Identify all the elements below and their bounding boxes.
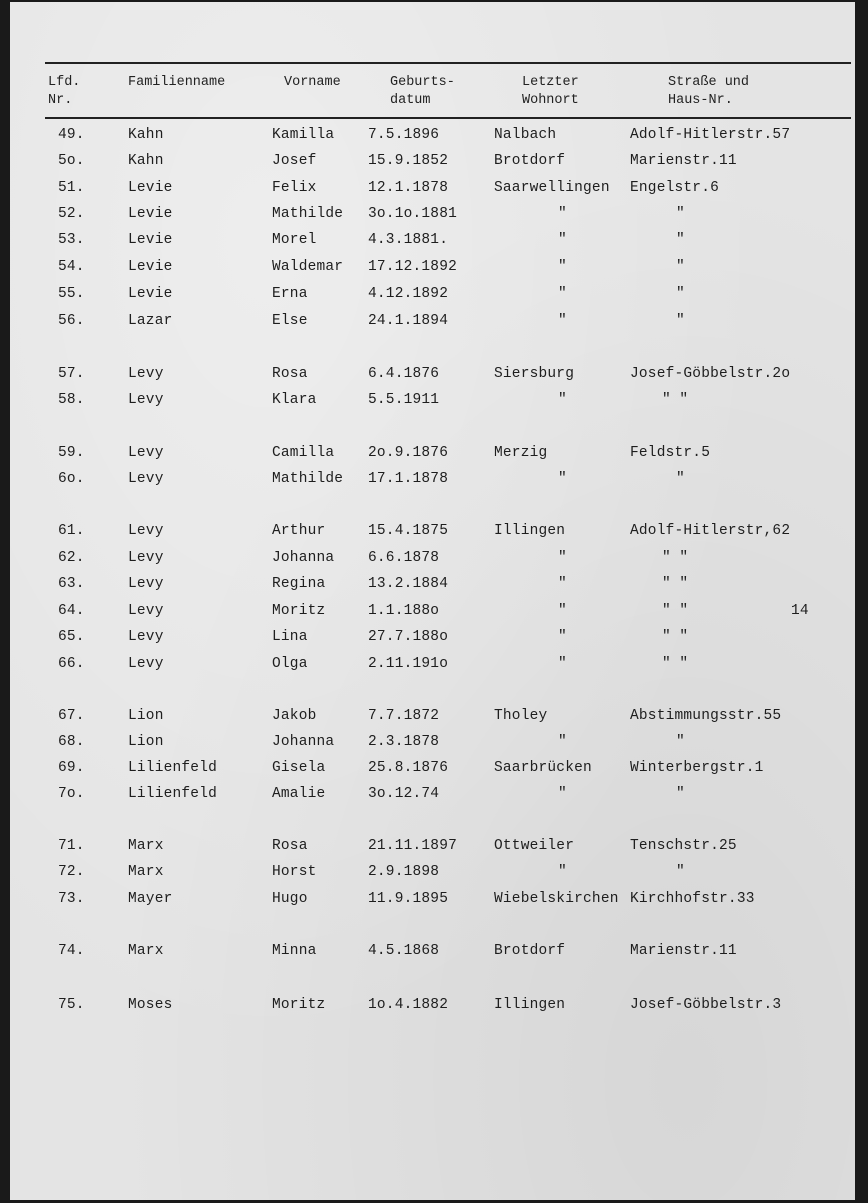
cell-vor: Moritz xyxy=(272,603,326,619)
cell-vor: Rosa xyxy=(272,838,308,854)
cell-geb: 7.7.1872 xyxy=(368,708,440,724)
cell-nr: 51. xyxy=(58,180,85,196)
cell-str: " xyxy=(676,864,685,880)
document-page xyxy=(10,2,855,1200)
cell-ort: " xyxy=(558,629,567,645)
cell-ort: " xyxy=(558,259,567,275)
header-nr: Lfd. Nr. xyxy=(48,75,81,108)
cell-str: Josef-Göbbelstr.3 xyxy=(630,997,782,1013)
cell-vor: Johanna xyxy=(272,550,335,566)
header-wohnort: Letzter Wohnort xyxy=(522,75,579,108)
cell-str: " " xyxy=(662,656,689,672)
cell-ort: " xyxy=(558,313,567,329)
cell-nr: 7o. xyxy=(58,786,85,802)
cell-geb: 25.8.1876 xyxy=(368,760,449,776)
cell-nr: 49. xyxy=(58,127,85,143)
cell-fam: Kahn xyxy=(128,153,164,169)
cell-geb: 27.7.188o xyxy=(368,629,449,645)
cell-ort: Saarbrücken xyxy=(494,760,592,776)
cell-fam: Levie xyxy=(128,180,173,196)
cell-fam: Levie xyxy=(128,259,173,275)
cell-extra: 14 xyxy=(791,603,809,619)
cell-str: " xyxy=(676,286,685,302)
cell-fam: Levy xyxy=(128,392,164,408)
cell-nr: 64. xyxy=(58,603,85,619)
cell-nr: 56. xyxy=(58,313,85,329)
cell-ort: " xyxy=(558,786,567,802)
cell-nr: 65. xyxy=(58,629,85,645)
cell-vor: Josef xyxy=(272,153,317,169)
cell-vor: Johanna xyxy=(272,734,335,750)
cell-ort: " xyxy=(558,656,567,672)
cell-fam: Levy xyxy=(128,445,164,461)
cell-nr: 57. xyxy=(58,366,85,382)
cell-fam: Levy xyxy=(128,603,164,619)
cell-geb: 15.9.1852 xyxy=(368,153,449,169)
cell-geb: 17.12.1892 xyxy=(368,259,458,275)
cell-ort: Illingen xyxy=(494,523,566,539)
cell-ort: " xyxy=(558,232,567,248)
cell-ort: " xyxy=(558,576,567,592)
cell-ort: " xyxy=(558,392,567,408)
header-geburtsdatum: Geburts- datum xyxy=(390,75,455,108)
cell-geb: 4.12.1892 xyxy=(368,286,449,302)
cell-geb: 2.9.1898 xyxy=(368,864,440,880)
cell-geb: 11.9.1895 xyxy=(368,891,449,907)
cell-nr: 68. xyxy=(58,734,85,750)
cell-vor: Waldemar xyxy=(272,259,344,275)
cell-nr: 72. xyxy=(58,864,85,880)
cell-vor: Horst xyxy=(272,864,317,880)
cell-str: " " xyxy=(662,576,689,592)
cell-ort: Saarwellingen xyxy=(494,180,610,196)
cell-fam: Kahn xyxy=(128,127,164,143)
cell-fam: Lilienfeld xyxy=(128,786,218,802)
cell-fam: Marx xyxy=(128,943,164,959)
cell-geb: 3o.1o.1881 xyxy=(368,206,458,222)
cell-nr: 55. xyxy=(58,286,85,302)
cell-geb: 12.1.1878 xyxy=(368,180,449,196)
cell-geb: 3o.12.74 xyxy=(368,786,440,802)
cell-vor: Klara xyxy=(272,392,317,408)
cell-fam: Levy xyxy=(128,629,164,645)
cell-str: " " xyxy=(662,392,689,408)
cell-ort: Ottweiler xyxy=(494,838,575,854)
cell-geb: 2o.9.1876 xyxy=(368,445,449,461)
cell-ort: Illingen xyxy=(494,997,566,1013)
cell-str: Adolf-Hitlerstr,62 xyxy=(630,523,791,539)
cell-geb: 4.5.1868 xyxy=(368,943,440,959)
cell-ort: " xyxy=(558,734,567,750)
cell-str: " " xyxy=(662,603,689,619)
cell-vor: Minna xyxy=(272,943,317,959)
cell-nr: 74. xyxy=(58,943,85,959)
cell-nr: 58. xyxy=(58,392,85,408)
cell-geb: 15.4.1875 xyxy=(368,523,449,539)
cell-ort: " xyxy=(558,864,567,880)
cell-geb: 17.1.1878 xyxy=(368,471,449,487)
cell-str: " xyxy=(676,313,685,329)
cell-vor: Else xyxy=(272,313,308,329)
cell-nr: 63. xyxy=(58,576,85,592)
cell-nr: 67. xyxy=(58,708,85,724)
cell-fam: Moses xyxy=(128,997,173,1013)
cell-fam: Marx xyxy=(128,864,164,880)
cell-geb: 24.1.1894 xyxy=(368,313,449,329)
cell-nr: 53. xyxy=(58,232,85,248)
cell-geb: 1.1.188o xyxy=(368,603,440,619)
cell-fam: Mayer xyxy=(128,891,173,907)
cell-nr: 62. xyxy=(58,550,85,566)
cell-str: " " xyxy=(662,550,689,566)
cell-vor: Morel xyxy=(272,232,317,248)
cell-nr: 66. xyxy=(58,656,85,672)
cell-ort: " xyxy=(558,603,567,619)
cell-vor: Arthur xyxy=(272,523,326,539)
cell-str: " xyxy=(676,206,685,222)
cell-fam: Levie xyxy=(128,232,173,248)
cell-str: " " xyxy=(662,629,689,645)
cell-str: Marienstr.11 xyxy=(630,153,737,169)
cell-ort: Tholey xyxy=(494,708,548,724)
cell-vor: Mathilde xyxy=(272,471,344,487)
cell-ort: Brotdorf xyxy=(494,153,566,169)
cell-vor: Mathilde xyxy=(272,206,344,222)
cell-str: " xyxy=(676,232,685,248)
cell-nr: 52. xyxy=(58,206,85,222)
cell-nr: 69. xyxy=(58,760,85,776)
cell-fam: Levy xyxy=(128,523,164,539)
cell-ort: " xyxy=(558,550,567,566)
cell-nr: 75. xyxy=(58,997,85,1013)
cell-nr: 61. xyxy=(58,523,85,539)
cell-geb: 7.5.1896 xyxy=(368,127,440,143)
cell-str: Abstimmungsstr.55 xyxy=(630,708,782,724)
cell-fam: Levie xyxy=(128,286,173,302)
cell-str: " xyxy=(676,259,685,275)
cell-nr: 59. xyxy=(58,445,85,461)
cell-ort: Nalbach xyxy=(494,127,557,143)
cell-ort: Brotdorf xyxy=(494,943,566,959)
cell-ort: Merzig xyxy=(494,445,548,461)
cell-vor: Amalie xyxy=(272,786,326,802)
cell-fam: Lion xyxy=(128,708,164,724)
cell-vor: Camilla xyxy=(272,445,335,461)
cell-nr: 6o. xyxy=(58,471,85,487)
cell-fam: Levy xyxy=(128,550,164,566)
cell-str: Josef-Göbbelstr.2o xyxy=(630,366,791,382)
cell-vor: Erna xyxy=(272,286,308,302)
cell-vor: Moritz xyxy=(272,997,326,1013)
cell-vor: Lina xyxy=(272,629,308,645)
cell-vor: Regina xyxy=(272,576,326,592)
cell-fam: Lion xyxy=(128,734,164,750)
cell-ort: " xyxy=(558,471,567,487)
cell-fam: Levy xyxy=(128,656,164,672)
cell-fam: Marx xyxy=(128,838,164,854)
cell-str: Tenschstr.25 xyxy=(630,838,737,854)
cell-str: Winterbergstr.1 xyxy=(630,760,764,776)
cell-fam: Levy xyxy=(128,576,164,592)
header-vorname: Vorname xyxy=(284,75,341,90)
cell-vor: Jakob xyxy=(272,708,317,724)
cell-vor: Hugo xyxy=(272,891,308,907)
cell-fam: Lilienfeld xyxy=(128,760,218,776)
cell-geb: 21.11.1897 xyxy=(368,838,458,854)
cell-str: Feldstr.5 xyxy=(630,445,711,461)
cell-fam: Levie xyxy=(128,206,173,222)
cell-nr: 71. xyxy=(58,838,85,854)
cell-geb: 6.6.1878 xyxy=(368,550,440,566)
cell-geb: 6.4.1876 xyxy=(368,366,440,382)
cell-vor: Olga xyxy=(272,656,308,672)
cell-vor: Gisela xyxy=(272,760,326,776)
cell-nr: 73. xyxy=(58,891,85,907)
cell-str: " xyxy=(676,471,685,487)
header-strasse: Straße und Haus-Nr. xyxy=(668,75,750,108)
cell-ort: Wiebelskirchen xyxy=(494,891,619,907)
cell-geb: 1o.4.1882 xyxy=(368,997,449,1013)
cell-geb: 13.2.1884 xyxy=(368,576,449,592)
cell-fam: Levy xyxy=(128,471,164,487)
table-top-rule xyxy=(45,62,851,64)
cell-str: Kirchhofstr.33 xyxy=(630,891,755,907)
cell-vor: Kamilla xyxy=(272,127,335,143)
cell-str: Marienstr.11 xyxy=(630,943,737,959)
cell-ort: " xyxy=(558,286,567,302)
cell-ort: Siersburg xyxy=(494,366,575,382)
cell-geb: 5.5.1911 xyxy=(368,392,440,408)
cell-nr: 54. xyxy=(58,259,85,275)
cell-vor: Felix xyxy=(272,180,317,196)
cell-str: " xyxy=(676,786,685,802)
cell-fam: Lazar xyxy=(128,313,173,329)
cell-geb: 2.3.1878 xyxy=(368,734,440,750)
cell-geb: 4.3.1881. xyxy=(368,232,449,248)
cell-vor: Rosa xyxy=(272,366,308,382)
cell-str: Adolf-Hitlerstr.57 xyxy=(630,127,791,143)
cell-geb: 2.11.191o xyxy=(368,656,449,672)
cell-str: " xyxy=(676,734,685,750)
table-header-rule xyxy=(45,117,851,119)
cell-str: Engelstr.6 xyxy=(630,180,720,196)
cell-ort: " xyxy=(558,206,567,222)
header-familienname: Familienname xyxy=(128,75,226,90)
cell-nr: 5o. xyxy=(58,153,85,169)
cell-fam: Levy xyxy=(128,366,164,382)
